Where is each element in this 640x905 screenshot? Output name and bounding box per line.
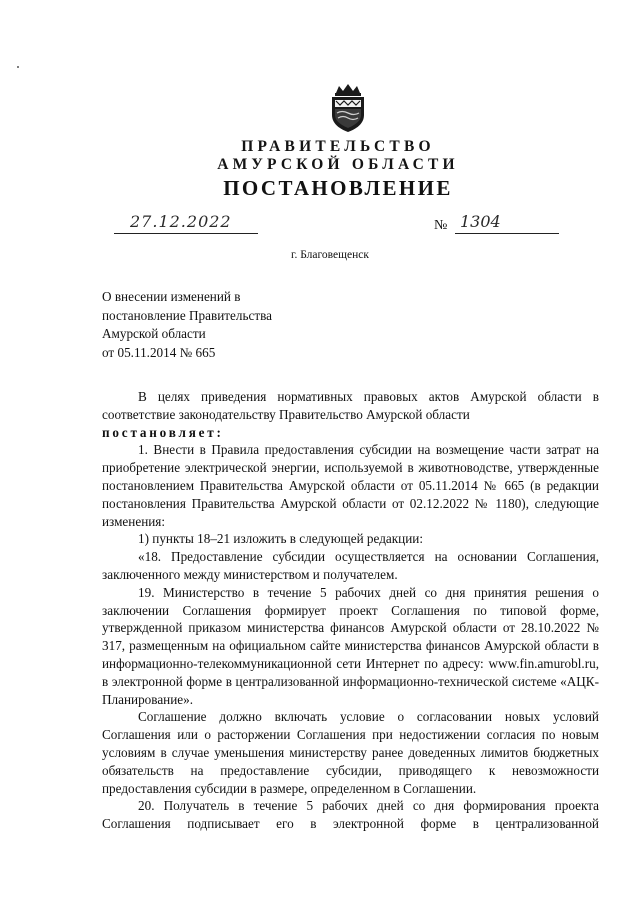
- city-label: г. Благовещенск: [291, 249, 369, 261]
- subject-line: от 05.11.2014 № 665: [102, 344, 216, 360]
- clause-20-paragraph: 20. Получатель в течение 5 рабочих дней со дня формирования проекта Соглашения подписывает его в электронной форме в централизованной: [102, 798, 599, 832]
- document-body: [102, 388, 599, 833]
- number-underline: [455, 233, 559, 234]
- government-title-line2: АМУРСКОЙ ОБЛАСТИ: [217, 156, 459, 173]
- clause-19-continuation-paragraph: Соглашение должно включать условие о согласовании новых условий Соглашения или о расторжении Соглашения при недостижении согласия по новым условиям в случае уменьшения министерству ранее доведенных лимитов бюджетных обязательств на предоставление субсидии, приводящего к невозможности предоставления субсидии в размере, определенном в Соглашении.: [102, 709, 599, 796]
- coat-of-arms-icon: [327, 83, 369, 133]
- date-underline: [114, 233, 258, 234]
- subject-line: постановление Правительства: [102, 307, 273, 323]
- scan-speck: [17, 66, 19, 68]
- subject-line: О внесении изменений в: [102, 289, 241, 304]
- document-type-title: ПОСТАНОВЛЕНИЕ: [223, 176, 453, 200]
- document-date: 27.12.2022: [130, 212, 232, 231]
- resolution-keyword: постановляет:: [102, 424, 224, 440]
- document-subject: [102, 288, 362, 362]
- clause-18-paragraph: «18. Предоставление субсидии осуществляется на основании Соглашения, заключенного между министерством и получателем.: [102, 549, 599, 582]
- government-title-line1: ПРАВИТЕЛЬСТВО: [241, 138, 435, 155]
- number-sign: №: [434, 218, 448, 233]
- item-1-paragraph: 1. Внести в Правила предоставления субсидии на возмещение части затрат на приобретение электрической энергии, используемой в животноводстве, утвержденные постановлением Правительства Амурской области от 05.11.2014 № 665 (в редакции постановления Правительства Амурской области от 02.12.2022 № 1180), следующие изменения:: [102, 442, 599, 529]
- preamble-paragraph: В целях приведения нормативных правовых актов Амурской области в соответствие законодательству Правительство Амурской области: [102, 389, 599, 422]
- clause-19-paragraph: 19. Министерство в течение 5 рабочих дней со дня принятия решения о заключении Соглашения формирует проект Соглашения по типовой форме, утвержденной приказом министерства финансов Амурской области от 28.10.2022 № 317, размещенным на официальном сайте министерства финансов Амурской области в информационно-телекоммуникационной сети Интернет по адресу: www.fin.amurobl.ru, в электронной форме в централизованной информационно-технической системе «АЦК-Планирование».: [102, 584, 599, 707]
- subject-line: Амурской области: [102, 326, 206, 341]
- item-1-1-paragraph: 1) пункты 18–21 изложить в следующей редакции:: [138, 531, 423, 547]
- document-number: 1304: [460, 212, 501, 231]
